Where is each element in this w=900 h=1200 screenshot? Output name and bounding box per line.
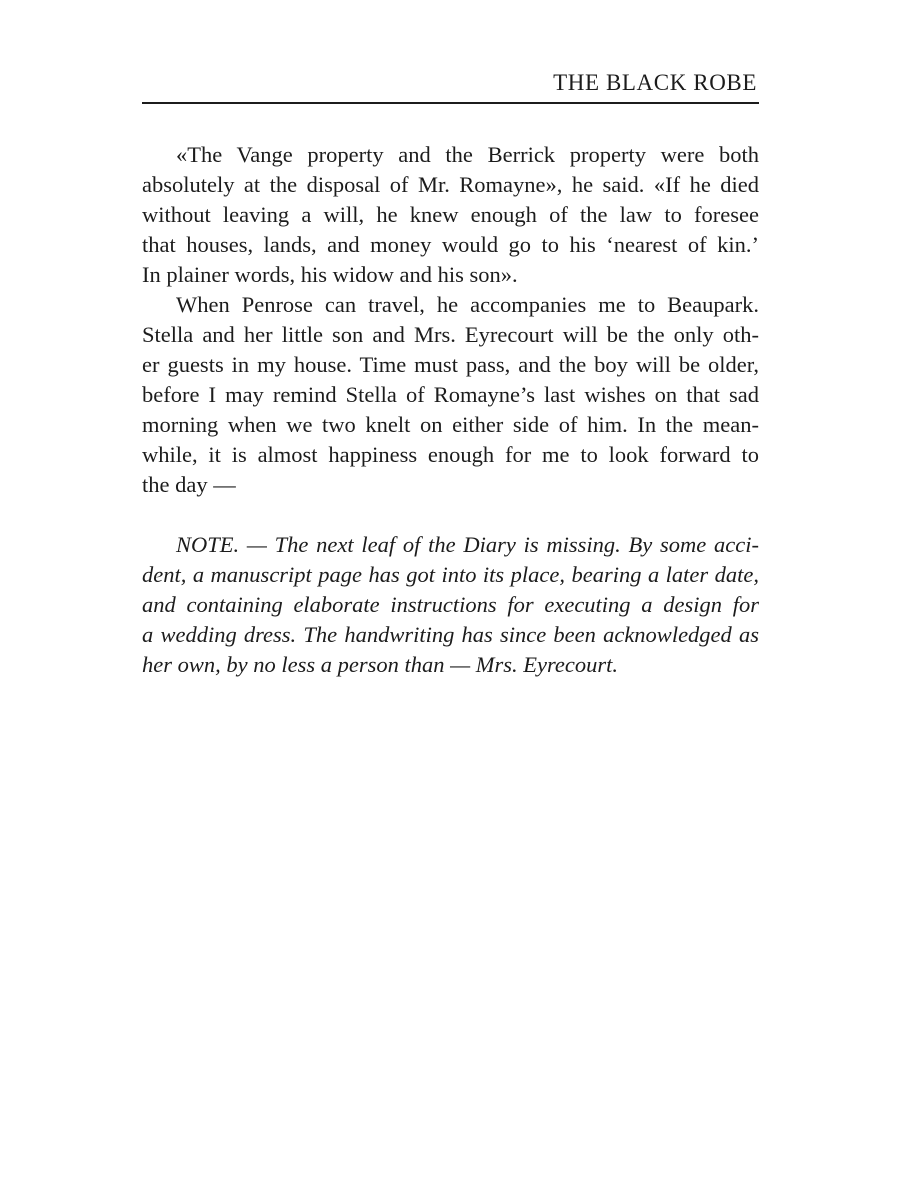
text-line: morning when we two knelt on either side of him. In the mean- [142,412,759,437]
text-line: the day — [142,472,236,497]
body-text [142,140,759,680]
note-line: a wedding dress. The handwriting has since been acknowledged as [142,622,759,647]
note-line: NOTE. — The next leaf of the Diary is missing. By some acci- [176,532,759,557]
text-line: that houses, lands, and money would go to his ‘nearest of kin.’ [142,232,759,257]
text-line: In plainer words, his widow and his son». [142,262,518,287]
text-line: er guests in my house. Time must pass, and the boy will be older, [142,352,759,377]
note-line: and containing elaborate instructions for executing a design for [142,592,759,617]
text-line: «The Vange property and the Berrick property were both [176,142,759,167]
note-line: her own, by no less a person than — Mrs. Eyrecourt. [142,652,619,677]
text-line: absolutely at the disposal of Mr. Romayne», he said. «If he died [142,172,759,197]
paragraph-2 [142,290,759,500]
text-line: while, it is almost happiness enough for me to look forward to [142,442,759,467]
note-line: dent, a manuscript page has got into its place, bearing a later date, [142,562,759,587]
text-line: before I may remind Stella of Romayne’s last wishes on that sad [142,382,759,407]
text-line: without leaving a will, he knew enough of the law to foresee [142,202,759,227]
running-head-title: THE BLACK ROBE [553,70,757,95]
paragraph-1 [142,140,759,290]
text-line: Stella and her little son and Mrs. Eyrecourt will be the only oth- [142,322,759,347]
text-line: When Penrose can travel, he accompanies me to Beaupark. [176,292,759,317]
book-page [142,0,759,1200]
running-head [142,68,759,104]
editor-note [142,530,759,680]
